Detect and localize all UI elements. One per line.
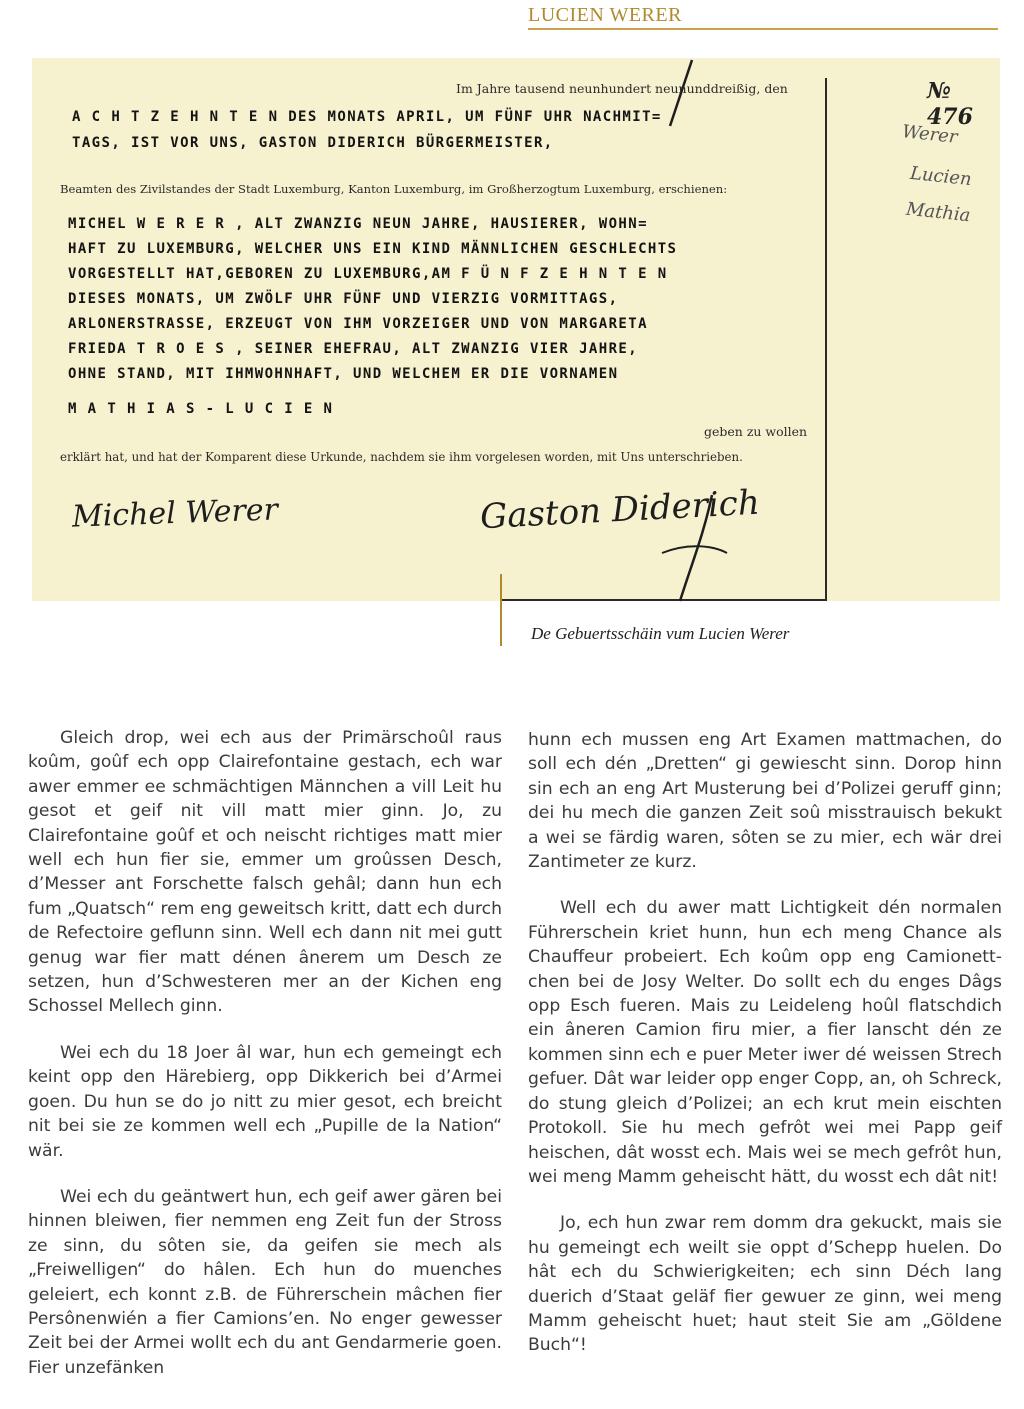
paragraph: Wei ech du geäntwert hun, ech geif awer gären bei hinnen bleiwen, fier nemmen eng Zeit fun der Stross ze sinn, du sôten sie, da geifen sie mech als „Freiwelligen“ do hâlen. Ech hun do muenches geleiert, ech konnt z.B. de Führerschein mâchen fier Persônenwién a fier Camions’en. No enger gewesser Zeit bei der Armei wollt ech du ant Gendarmerie goen. Fier unzefänken	[28, 1186, 502, 1378]
paragraph: Well ech du awer matt Lichtigkeit dén normalen Führerschein kriet hunn, hun ech meng Chance als Chauffeur probeiert. Ech koûm opp eng Camionettchen bei de Josy Welter. Do sollt ech du enges Dâgs opp Esch fueren. Mais zu Leideleng hoûl flatschdich ein âneren Camion firu mier, a fier lanscht dén ze kommen sinn ech e puer Meter iwer dé weissen Strech gefuer. Dât war leider opp enger Copp, an, oh Schreck, do stung gleich d’Polizei; an ech krut mein eischten Protokoll. Sie hu mech gefrôt wei mei Papp geif heischen, dât wosst ech. Mais wei se mech gefrôt hun, wei meng Mamm geheischt hätt, du wosst ech dât nit!	[528, 898, 1002, 1187]
certificate-line: HAFT ZU LUXEMBURG, WELCHER UNS EIN KIND MÄNNLICHEN GESCHLECHTS	[68, 241, 678, 257]
margin-note: Mathia	[905, 198, 972, 227]
margin-note: Werer	[901, 121, 959, 148]
certificate-line: Im Jahre tausend neunhundert neununddreißig, den	[456, 81, 788, 96]
certificate-line: erklärt hat, und hat der Komparent diese Urkunde, nachdem sie ihm vorgelesen worden, mit Uns unterschrieben.	[60, 450, 743, 464]
certificate-line: VORGESTELLT HAT,GEBOREN ZU LUXEMBURG,AM F Ü N F Z E H N T E N	[68, 266, 668, 282]
certificate-number: № 476	[927, 78, 973, 130]
birth-certificate-image	[32, 58, 1000, 601]
header-rule	[528, 28, 998, 30]
signature-michel-werer: Michel Werer	[71, 492, 279, 535]
margin-note: Lucien	[909, 162, 973, 191]
body-column-left	[28, 726, 502, 1402]
paragraph: hunn ech mussen eng Art Examen mattmachen, do soll ech dén „Dretten“ gi gewiescht sinn. Dorop hinn sin ech an eng Art Musterung bei d’Polizei geruff ginn; dei hu mech die ganzen Zeit soû misstrauisch bekukt a wei se färdig waren, sôten se zu mier, ech wär drei Zantimeter ze kurz.	[528, 730, 1002, 873]
signature-gaston-diderich: Gaston Diderich	[479, 482, 761, 538]
certificate-line: ARLONERSTRASSE, ERZEUGT VON IHM VORZEIGER UND VON MARGARETA	[68, 316, 648, 332]
paragraph: Gleich drop, wei ech aus der Primärschoûl raus koûm, goûf ech opp Clairefontaine gestach, ech war awer emmer ee schmächtigen Männchen a vill Leit hu gesot et geif nit vill matt mier ginn. Jo, zu Clairefontaine goûf et och neischt richtiges matt mier well ech hun fier sie, emmer um groûssen Desch, d’Messer ant Forschette falsch gehâl; dann hun ech fum „Quatsch“ rem eng geweitsch kritt, datt ech durch de Refectoire geflunn sinn. Well ech dann nit mei gutt genug war fier matt dénen ânerem um Desch ze setzen, hun d’Schwesteren mer an der Kichen eng Schossel Mellech ginn.	[28, 728, 502, 1017]
certificate-line: TAGS, IST VOR UNS, GASTON DIDERICH BÜRGERMEISTER,	[72, 135, 554, 151]
certificate-line: MICHEL W E R E R , ALT ZWANZIG NEUN JAHRE, HAUSIERER, WOHN=	[68, 216, 648, 232]
certificate-line: DIESES MONATS, UM ZWÖLF UHR FÜNF UND VIERZIG VORMITTAGS,	[68, 291, 619, 307]
paragraph: Wei ech du 18 Joer âl war, hun ech gemeingt ech keint opp den Härebierg, opp Dikkerich bei d’Armei goen. Du hun se do jo nitt zu mier gesot, ech breicht nit bei sie ze kommen well ech „Pupille de la Nation“ wär.	[28, 1042, 502, 1161]
paragraph: Jo, ech hun zwar rem domm dra gekuckt, mais sie hu gemeingt ech weilt sie oppt d’Schepp huelen. Do hât ech du Schwierigkeiten; ech sinn Déch lang duerich d’Staat geläf fier gewuer ze ginn, wei meng Mamm geheischt huet; haut steit Sie am „Göldene Buch“!	[528, 1213, 1002, 1356]
certificate-line: FRIEDA T R O E S , SEINER EHEFRAU, ALT ZWANZIG VIER JAHRE,	[68, 341, 639, 357]
certificate-line: OHNE STAND, MIT IHMWOHNHAFT, UND WELCHEM ER DIE VORNAMEN	[68, 366, 619, 382]
certificate-line: geben zu wollen	[704, 424, 808, 439]
signature-stroke	[592, 493, 732, 603]
body-column-right	[528, 728, 1002, 1380]
certificate-line: M A T H I A S - L U C I E N	[68, 401, 334, 417]
image-caption: De Gebuertsschäin vum Lucien Werer	[531, 624, 790, 643]
certificate-line: A C H T Z E H N T E N DES MONATS APRIL, UM FÜNF UHR NACHMIT=	[72, 109, 662, 125]
certificate-line: Beamten des Zivilstandes der Stadt Luxemburg, Kanton Luxemburg, im Großherzogtum Luxemburg, erschienen:	[60, 182, 728, 196]
certificate-frame-right	[825, 78, 827, 600]
page-header-title: LUCIEN WERER	[528, 4, 682, 26]
caption-bar	[500, 574, 502, 646]
